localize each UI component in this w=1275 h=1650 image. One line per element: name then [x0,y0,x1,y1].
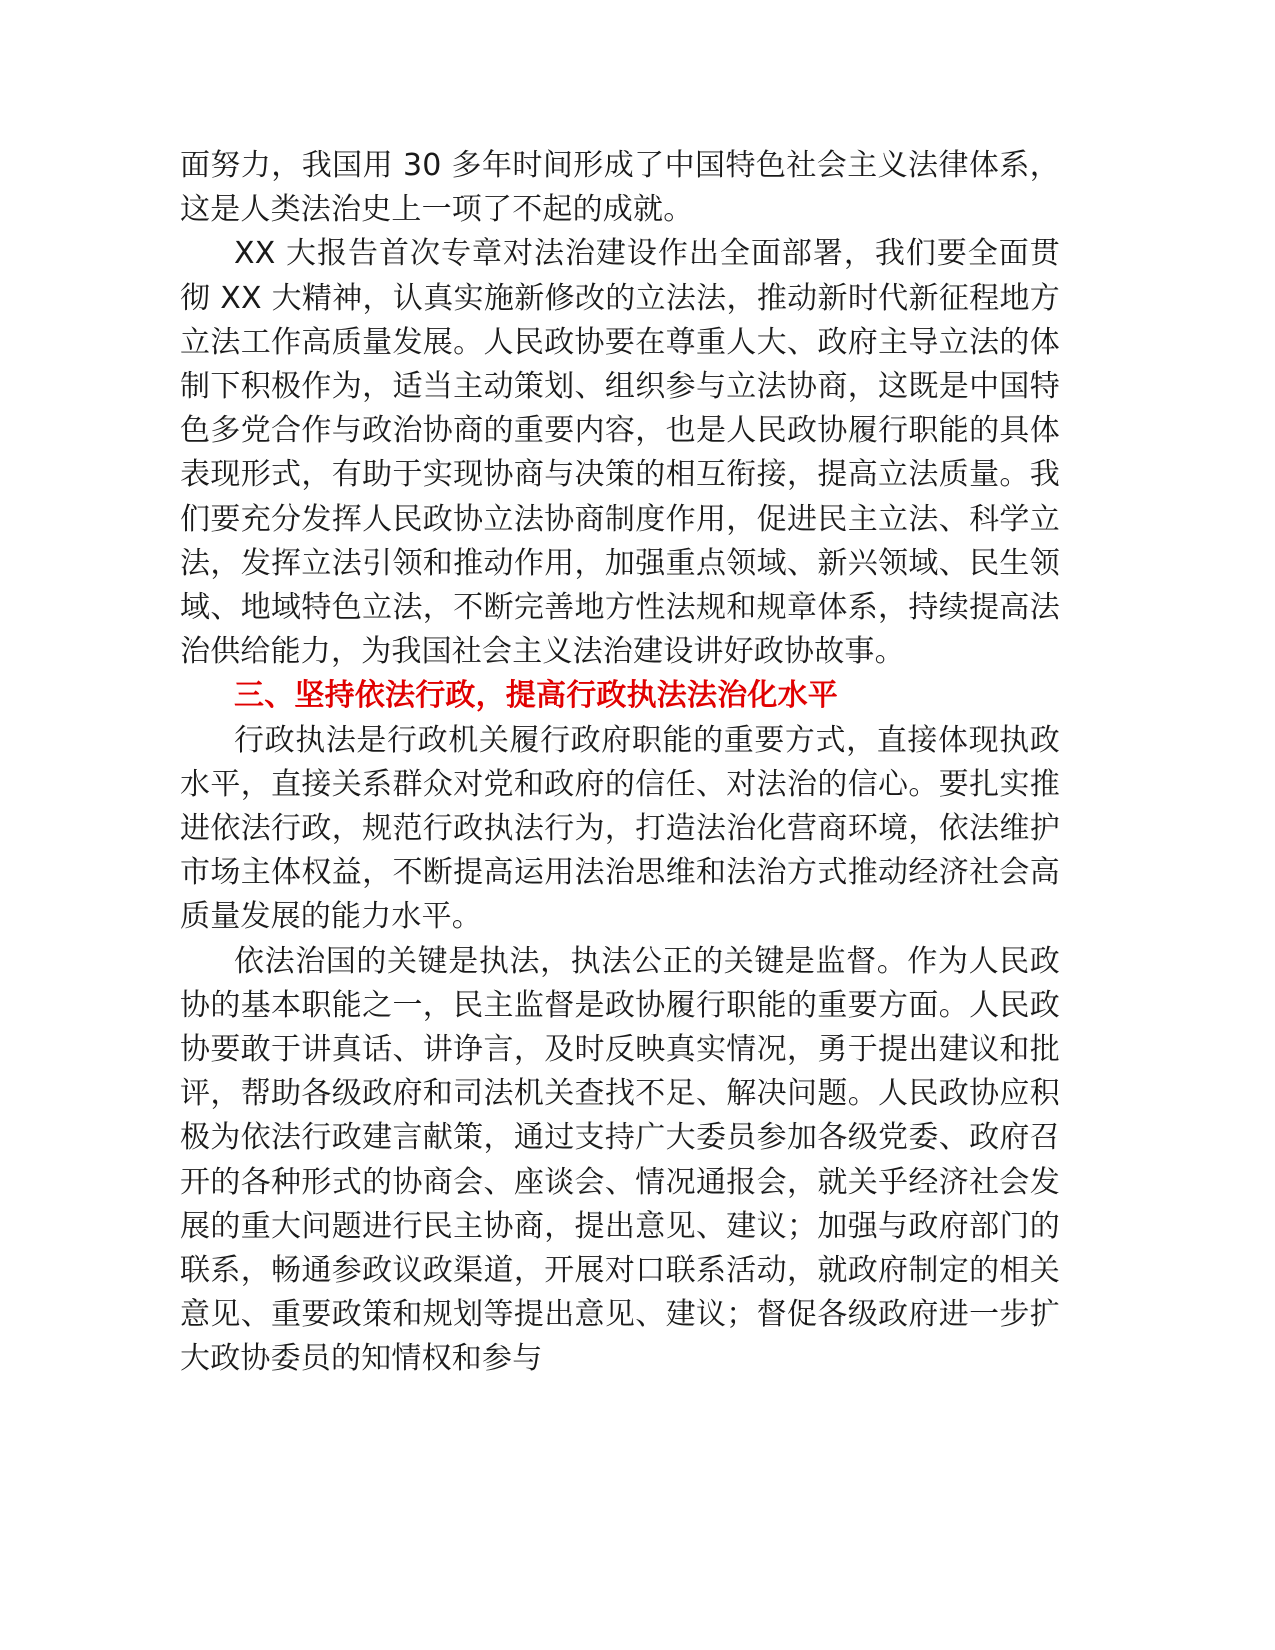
paragraph-legislation: XX 大报告首次专章对法治建设作出全面部署，我们要全面贯彻 XX 大精神，认真实施新修改的立法法，推动新时代新征程地方立法工作高质量发展。人民政协要在尊重人大、政府主导立法的体制下积极作为，适当主动策划、组织参与立法协商，这既是中国特色多党合作与政治协商的重要内容，也是人民政协履行职能的具体表现形式，有助于实现协商与决策的相互衔接，提高立法质量。我们要充分发挥人民政协立法协商制度作用，促进民主立法、科学立法，发挥立法引领和推动作用，加强重点领域、新兴领域、民生领域、地域特色立法，不断完善地方性法规和规章体系，持续提高法治供给能力，为我国社会主义法治建设讲好政协故事。 [180,236,1060,670]
document-page [180,144,1060,1382]
section-heading: 三、坚持依法行政，提高行政执法法治化水平 [234,678,838,714]
paragraph-administration: 行政执法是行政机关履行政府职能的重要方式，直接体现执政水平，直接关系群众对党和政府的信任、对法治的信心。要扎实推进依法行政，规范行政执法行为，打造法治化营商环境，依法维护市场主体权益，不断提高运用法治思维和法治方式推动经济社会高质量发展的能力水平。 [180,722,1060,935]
paragraph-supervision: 依法治国的关键是执法，执法公正的关键是监督。作为人民政协的基本职能之一，民主监督是政协履行职能的重要方面。人民政协要敢于讲真话、讲诤言，及时反映真实情况，勇于提出建议和批评，帮助各级政府和司法机关查找不足、解决问题。人民政协应积极为依法行政建言献策，通过支持广大委员参加各级党委、政府召开的各种形式的协商会、座谈会、情况通报会，就关乎经济社会发展的重大问题进行民主协商，提出意见、建议；加强与政府部门的联系，畅通参政议政渠道，开展对口联系活动，就政府制定的相关意见、重要政策和规划等提出意见、建议；督促各级政府进一步扩大政协委员的知情权和参与 [180,943,1060,1377]
paragraph-continuation: 面努力，我国用 30 多年时间形成了中国特色社会主义法律体系，这是人类法治史上一项了不起的成就。 [180,148,1060,228]
